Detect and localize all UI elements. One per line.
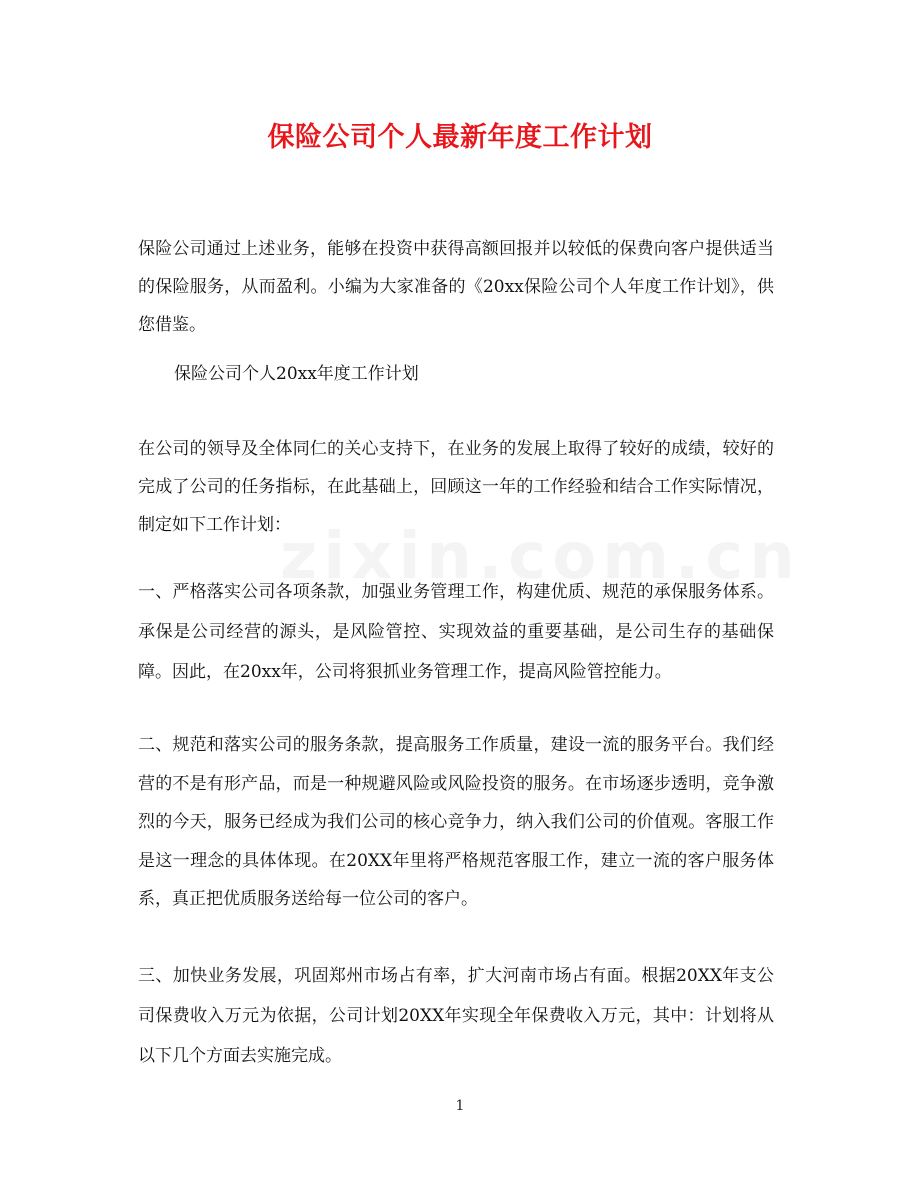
plan-item-1: 一、严格落实公司各项条款，加强业务管理工作，构建优质、规范的承保服务体系。承保是公司经营的源头，是风险管控、实现效益的重要基础，是公司生存的基础保障。因此，在20xx年，公司将狠抓业务管理工作，提高风险管控能力。 [138, 582, 774, 682]
plan-item-3: 三、加快业务发展，巩固郑州市场占有率，扩大河南市场占有面。根据20XX年支公司保费收入万元为依据，公司计划20XX年实现全年保费收入万元，其中：计划将从以下几个方面去实施完成。 [138, 966, 774, 1066]
subtitle-paragraph: 保险公司个人20xx年度工作计划 [174, 364, 419, 384]
intro-paragraph: 保险公司通过上述业务，能够在投资中获得高额回报并以较低的保费向客户提供适当的保险服务，从而盈利。小编为大家准备的《20xx保险公司个人年度工作计划》，供您借鉴。 [138, 239, 774, 335]
page-number: 1 [455, 1098, 465, 1114]
preface-paragraph: 在公司的领导及全体同仁的关心支持下，在业务的发展上取得了较好的成绩，较好的完成了公司的任务指标，在此基础上，回顾这一年的工作经验和结合工作实际情况，制定如下工作计划： [138, 439, 774, 535]
plan-item-2: 二、规范和落实公司的服务条款，提高服务工作质量，建设一流的服务平台。我们经营的不是有形产品，而是一种规避风险或风险投资的服务。在市场逐步透明，竞争激烈的今天，服务已经成为我们公司的核心竞争力，纳入我们公司的价值观。客服工作是这一理念的具体体现。在20XX年里将严格规范客服工作，建立一流的客户服务体系，真正把优质服务送给每一位公司的客户。 [138, 735, 774, 909]
document-title: 保险公司个人最新年度工作计划 [267, 122, 653, 153]
